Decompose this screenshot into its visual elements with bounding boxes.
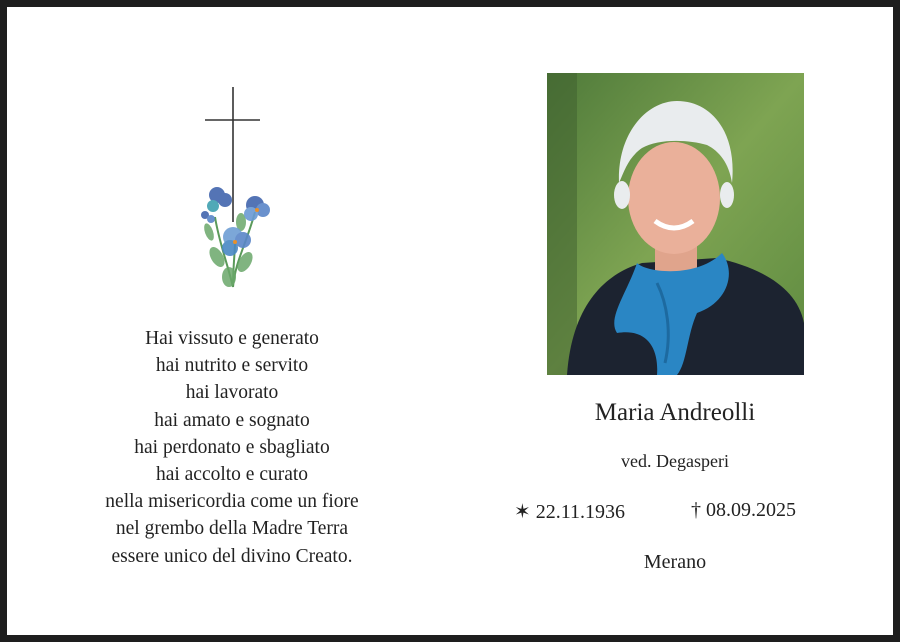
poem-line: hai perdonato e sbagliato — [134, 436, 330, 458]
dagger-death-icon: † — [691, 499, 701, 521]
memorial-card — [7, 7, 893, 635]
poem-line: hai nutrito e servito — [155, 355, 309, 377]
birth-date — [514, 499, 625, 524]
cross-with-flowers-icon — [197, 82, 277, 302]
poem-line: hai accolto e curato — [155, 464, 309, 486]
poem-line: nella misericordia come un fiore — [105, 491, 359, 513]
widow-of-name: ved. Degasperi — [621, 451, 729, 471]
birth-date-value: 22.11.1936 — [535, 501, 626, 523]
place: Merano — [643, 551, 707, 573]
death-date — [691, 499, 796, 522]
poem-line: hai amato e sognato — [154, 409, 310, 431]
portrait-photo — [547, 73, 804, 375]
poem-line: essere unico del divino Creato. — [111, 545, 353, 567]
death-date-value: 08.09.2025 — [706, 499, 796, 521]
star-birth-icon: ✶ — [514, 501, 531, 523]
deceased-name: Maria Andreolli — [594, 399, 756, 426]
poem-line: nel grembo della Madre Terra — [115, 518, 349, 540]
poem — [47, 325, 417, 570]
poem-line: hai lavorato — [185, 382, 279, 404]
poem-line: Hai vissuto e generato — [145, 328, 319, 349]
